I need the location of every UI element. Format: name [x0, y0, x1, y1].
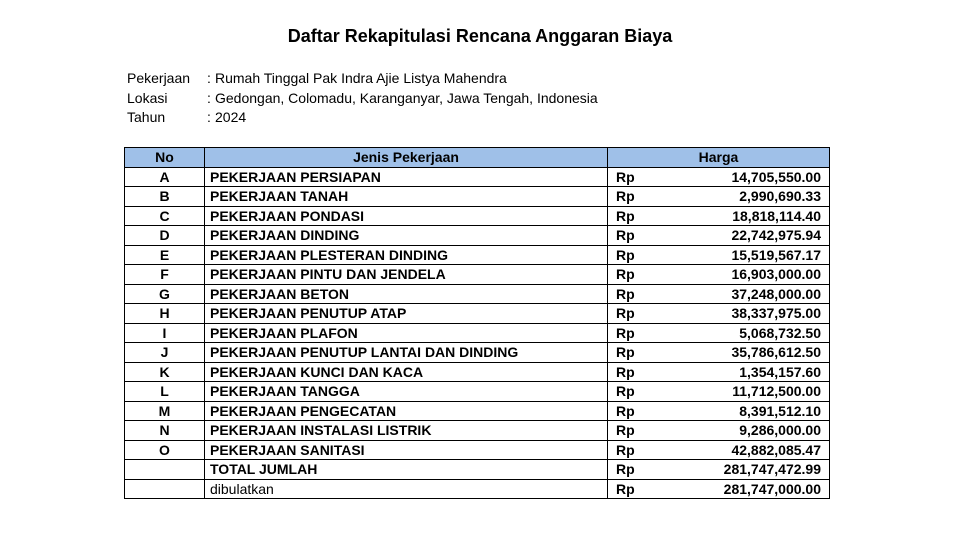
row-price: 37,248,000.00	[632, 284, 830, 304]
row-no: C	[125, 206, 205, 226]
table-row	[125, 245, 830, 265]
page-title: Daftar Rekapitulasi Rencana Anggaran Biaya	[287, 26, 673, 46]
row-price: 9,286,000.00	[632, 421, 830, 441]
info-row-lokasi	[127, 89, 598, 109]
table-row	[125, 304, 830, 324]
table-row	[125, 421, 830, 441]
info-label: Pekerjaan	[127, 70, 191, 86]
row-currency: Rp	[608, 440, 632, 460]
row-price: 8,391,512.10	[632, 401, 830, 421]
header-job: Jenis Pekerjaan	[205, 148, 608, 168]
info-value: Gedongan, Colomadu, Karanganyar, Jawa Tengah, Indonesia	[215, 89, 598, 106]
row-no: I	[125, 323, 205, 343]
row-job: PEKERJAAN INSTALASI LISTRIK	[205, 421, 608, 441]
row-currency: Rp	[608, 284, 632, 304]
rounded-price: 281,747,000.00	[632, 479, 830, 499]
row-currency: Rp	[608, 401, 632, 421]
row-currency: Rp	[608, 245, 632, 265]
info-separator: :	[207, 89, 211, 106]
info-row-pekerjaan	[127, 69, 598, 89]
row-job: PEKERJAAN KUNCI DAN KACA	[205, 362, 608, 382]
row-no: G	[125, 284, 205, 304]
table-row	[125, 226, 830, 246]
total-no-cell	[125, 460, 205, 480]
rounded-currency: Rp	[608, 479, 632, 499]
table-header-row	[125, 148, 830, 168]
table-row	[125, 362, 830, 382]
row-currency: Rp	[608, 265, 632, 285]
header-price: Harga	[608, 148, 830, 168]
header-no: No	[125, 148, 205, 168]
row-currency: Rp	[608, 226, 632, 246]
row-job: PEKERJAAN PONDASI	[205, 206, 608, 226]
info-value: 2024	[215, 109, 247, 125]
row-no: A	[125, 167, 205, 187]
row-no: E	[125, 245, 205, 265]
row-currency: Rp	[608, 382, 632, 402]
info-label: Lokasi	[127, 89, 168, 106]
row-job: PEKERJAAN TANAH	[205, 187, 608, 207]
row-price: 42,882,085.47	[632, 440, 830, 460]
table-row	[125, 382, 830, 402]
row-job: PEKERJAAN TANGGA	[205, 382, 608, 402]
info-separator: :	[207, 70, 211, 86]
table-row	[125, 284, 830, 304]
info-row-tahun	[127, 108, 598, 128]
row-job: PEKERJAAN PENUTUP ATAP	[205, 304, 608, 324]
row-job: PEKERJAAN PINTU DAN JENDELA	[205, 265, 608, 285]
row-price: 16,903,000.00	[632, 265, 830, 285]
row-job: PEKERJAAN DINDING	[205, 226, 608, 246]
row-price: 15,519,567.17	[632, 245, 830, 265]
table-row	[125, 206, 830, 226]
row-currency: Rp	[608, 343, 632, 363]
table-row	[125, 187, 830, 207]
budget-table	[124, 147, 830, 499]
row-price: 38,337,975.00	[632, 304, 830, 324]
row-job: PEKERJAAN BETON	[205, 284, 608, 304]
row-no: M	[125, 401, 205, 421]
row-no: H	[125, 304, 205, 324]
row-no: N	[125, 421, 205, 441]
table-row	[125, 323, 830, 343]
row-currency: Rp	[608, 323, 632, 343]
row-job: PEKERJAAN SANITASI	[205, 440, 608, 460]
row-no: B	[125, 187, 205, 207]
row-price: 1,354,157.60	[632, 362, 830, 382]
row-price: 22,742,975.94	[632, 226, 830, 246]
row-no: L	[125, 382, 205, 402]
rounded-row	[125, 479, 830, 499]
table-row	[125, 167, 830, 187]
table-row	[125, 440, 830, 460]
row-price: 18,818,114.40	[632, 206, 830, 226]
row-currency: Rp	[608, 421, 632, 441]
project-info	[127, 69, 598, 128]
table-row	[125, 401, 830, 421]
row-price: 2,990,690.33	[632, 187, 830, 207]
row-price: 14,705,550.00	[632, 167, 830, 187]
total-row	[125, 460, 830, 480]
info-label: Tahun	[127, 109, 166, 125]
row-price: 35,786,612.50	[632, 343, 830, 363]
row-job: PEKERJAAN PENUTUP LANTAI DAN DINDING	[205, 343, 608, 363]
row-no: O	[125, 440, 205, 460]
row-price: 11,712,500.00	[632, 382, 830, 402]
row-job: PEKERJAAN PENGECATAN	[205, 401, 608, 421]
row-currency: Rp	[608, 187, 632, 207]
rounded-label: dibulatkan	[205, 479, 608, 499]
row-job: PEKERJAAN PLAFON	[205, 323, 608, 343]
info-separator: :	[207, 109, 211, 125]
row-currency: Rp	[608, 206, 632, 226]
row-job: PEKERJAAN PERSIAPAN	[205, 167, 608, 187]
row-currency: Rp	[608, 304, 632, 324]
total-currency: Rp	[608, 460, 632, 480]
total-label: TOTAL JUMLAH	[205, 460, 608, 480]
table-row	[125, 343, 830, 363]
row-currency: Rp	[608, 362, 632, 382]
row-no: D	[125, 226, 205, 246]
row-no: F	[125, 265, 205, 285]
row-price: 5,068,732.50	[632, 323, 830, 343]
total-price: 281,747,472.99	[632, 460, 830, 480]
row-no: K	[125, 362, 205, 382]
table-row	[125, 265, 830, 285]
row-currency: Rp	[608, 167, 632, 187]
rounded-no-cell	[125, 479, 205, 499]
row-no: J	[125, 343, 205, 363]
row-job: PEKERJAAN PLESTERAN DINDING	[205, 245, 608, 265]
info-value: Rumah Tinggal Pak Indra Ajie Listya Mahendra	[215, 70, 507, 86]
